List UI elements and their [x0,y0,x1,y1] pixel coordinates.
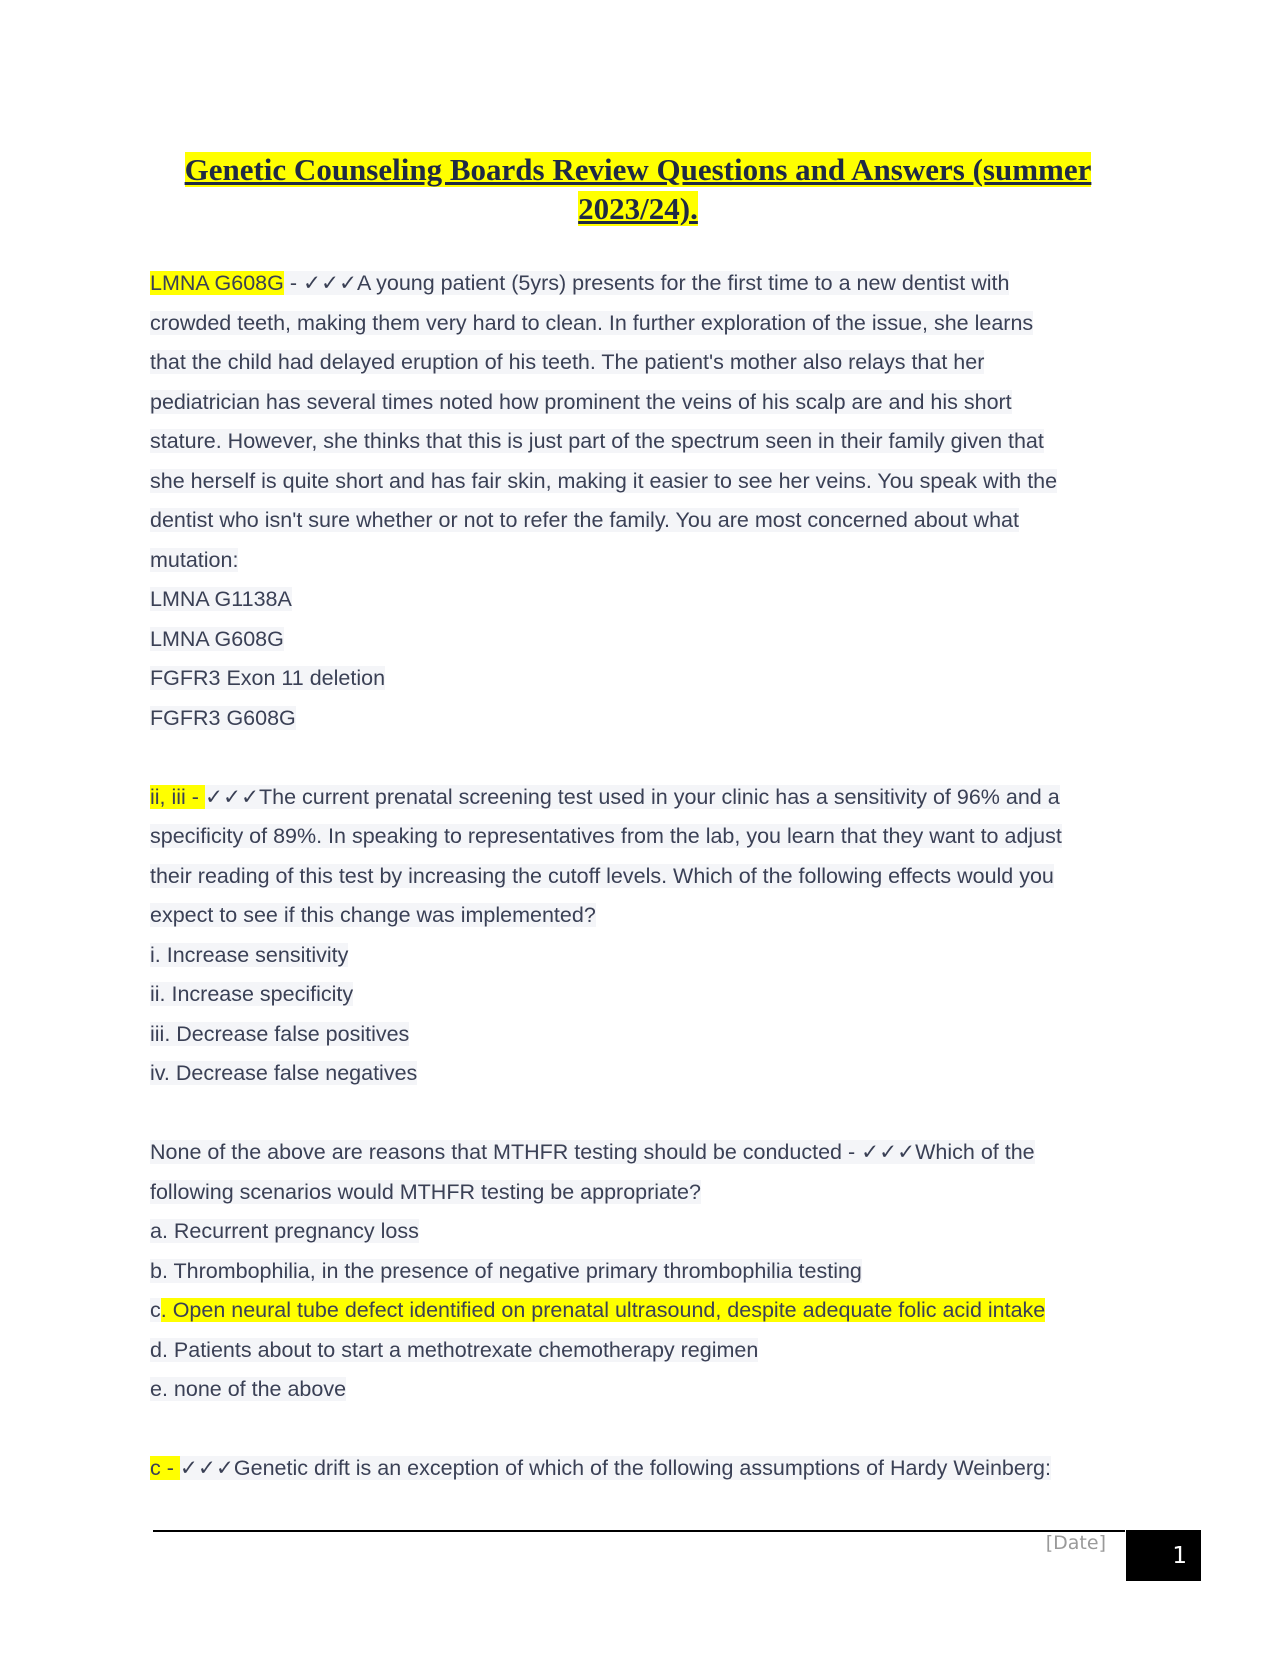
q1-text-line: dentist who isn't sure whether or not to refer the family. You are most concerned about what [150,508,1019,532]
q2-option: ii. Increase specificity [150,982,354,1006]
q2-first-line [150,778,1130,818]
q1-separator: - ✓✓✓ [283,271,357,295]
q3-highlighted-answer: . Open neural tube defect identified on prenatal ultrasound, despite adequate folic acid intake [160,1298,1046,1322]
q3-option: e. none of the above [150,1377,347,1401]
q2-check: ✓✓✓ [204,784,259,809]
q3-option: b. Thrombophilia, in the presence of negative primary thrombophilia testing [150,1258,862,1283]
q1-text-line: she herself is quite short and has fair skin, making it easier to see her veins. You speak with the [150,468,1058,493]
q3-option-c: c. Open neural tube defect identified on prenatal ultrasound, despite adequate folic acid intake [150,1298,1046,1322]
title-line-2: 2023/24). [578,191,698,226]
q1-first-line [150,264,1130,304]
q4-first-line: c - ✓✓✓Genetic drift is an exception of which of the following assumptions of Hardy Weinberg: [150,1456,1051,1480]
q2-text-line: specificity of 89%. In speaking to representatives from the lab, you learn that they want to adjust [150,824,1062,848]
q3-option: a. Recurrent pregnancy loss [150,1219,419,1243]
q2-text-line: their reading of this test by increasing the cutoff levels. Which of the following effects would you [150,863,1054,888]
paragraph-gap [150,1410,1130,1450]
q2-answer: ii, iii - [150,784,205,809]
document-body [150,264,1130,1489]
page-number: 1 [1172,1543,1187,1569]
q3-text-line: following scenarios would MTHFR testing be appropriate? [150,1179,701,1204]
paragraph-gap [150,1094,1130,1134]
q1-option: FGFR3 Exon 11 deletion [150,666,386,690]
q2-text-line: expect to see if this change was implemented? [150,903,596,927]
q1-text-line: that the child had delayed eruption of his teeth. The patient's mother also relays that her [150,350,985,374]
q2-text-line: The current prenatal screening test used in your clinic has a sensitivity of 96% and a [258,784,1060,809]
q1-text-line: crowded teeth, making them very hard to clean. In further exploration of the issue, she learns [150,310,1034,335]
footer-date: [Date] [1045,1532,1106,1554]
document-title [150,150,1126,228]
q1-text-line: stature. However, she thinks that this is just part of the spectrum seen in their family given that [150,429,1044,453]
q3-option: d. Patients about to start a methotrexate chemotherapy regimen [150,1337,759,1362]
footer-divider [153,1530,1125,1532]
q4-answer: c - [150,1456,180,1480]
q2-option: iii. Decrease false positives [150,1021,410,1046]
q1-text-line: mutation: [150,547,239,572]
q2-option: i. Increase sensitivity [150,942,349,967]
q3-first-line: None of the above are reasons that MTHFR testing should be conducted - ✓✓✓Which of the [150,1140,1035,1164]
paragraph-gap [150,738,1130,778]
title-line-1: Genetic Counseling Boards Review Questions and Answers (summer [184,152,1092,187]
q1-option: LMNA G1138A [150,587,292,611]
q1-answer: LMNA G608G [150,271,284,295]
q1-text-line: A young patient (5yrs) presents for the first time to a new dentist with [357,271,1010,295]
q1-option: LMNA G608G [150,626,284,651]
q1-option: FGFR3 G608G [150,705,296,730]
page-number-box [1126,1530,1201,1581]
q1-text-line: pediatrician has several times noted how prominent the veins of his scalp are and his short [150,389,1012,414]
q2-option: iv. Decrease false negatives [150,1061,418,1085]
